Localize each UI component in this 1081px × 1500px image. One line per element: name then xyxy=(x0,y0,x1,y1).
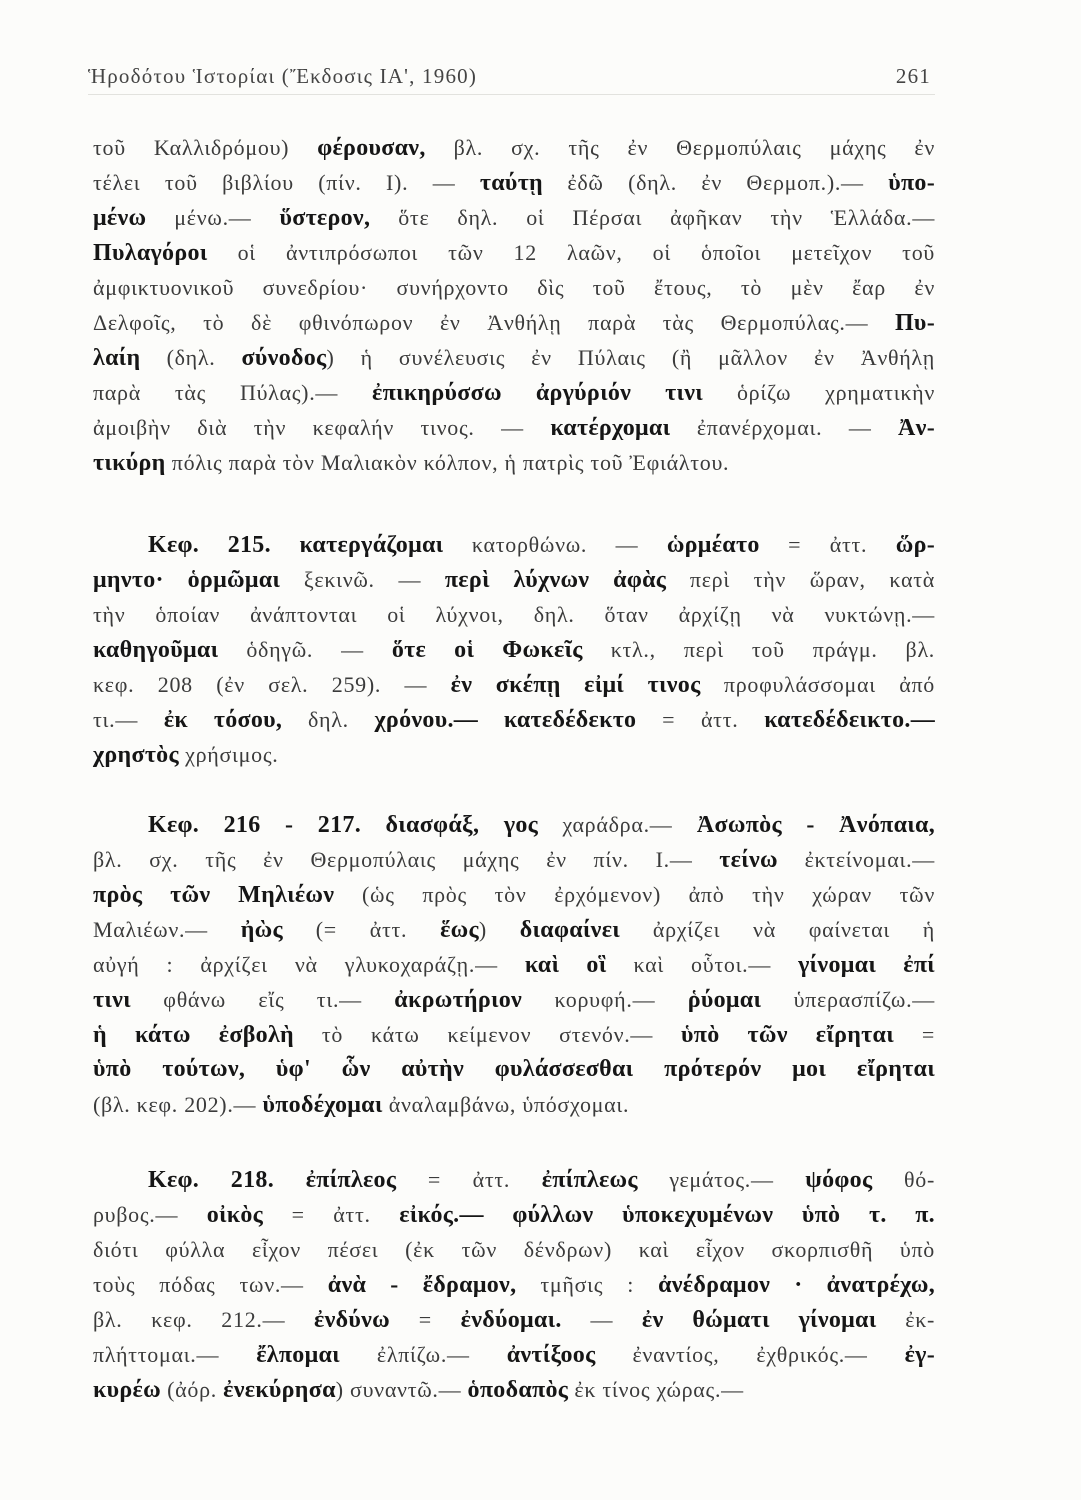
lemma-term: ὑπο- xyxy=(888,170,936,196)
lemma-term: ῥύομαι xyxy=(687,987,762,1013)
gloss-text: βλ. κεφ. 212.— xyxy=(93,1307,315,1332)
gloss-text: = xyxy=(390,1307,461,1332)
page-number: 261 xyxy=(895,64,931,88)
gloss-text: οἱ ἀντιπρόσωποι τῶν 12 λαῶν, οἱ ὁποῖοι μετεῖχον τοῦ xyxy=(207,240,935,265)
gloss-text: τμῆσις : xyxy=(516,1272,659,1297)
text-line xyxy=(93,1267,935,1302)
lemma-term: τικύρη xyxy=(93,450,166,476)
gloss-text: (= ἀττ. xyxy=(282,917,441,942)
gloss-text: (βλ. κεφ. 202).— xyxy=(93,1092,263,1117)
text-line xyxy=(93,632,935,667)
lemma-term: ἐνεκύρησα xyxy=(223,1377,336,1403)
text-line xyxy=(93,562,935,597)
gloss-text: κατορθώνω. — xyxy=(443,532,667,557)
lemma-term: εἰκός.— φύλλων ὑποκεχυμένων ὑπὸ τ. π. xyxy=(399,1202,935,1228)
lemma-term: Κεφ. 218. ἐπίπλεος xyxy=(148,1167,397,1193)
lemma-term: ἐκ τόσου, xyxy=(163,707,283,733)
gloss-text: = ἀττ. xyxy=(263,1202,400,1227)
gloss-text: ρυβος.— xyxy=(93,1202,207,1227)
gloss-text: διότι φύλλα εἶχον πέσει (ἐκ τῶν δένδρων) καὶ εἶχον σκορπισθῆ ὑπὸ xyxy=(93,1237,935,1262)
commentary-paragraph-ch218 xyxy=(93,1162,935,1407)
text-line xyxy=(93,877,935,912)
lemma-term: ἀντίξοος xyxy=(506,1342,596,1368)
gloss-text: τέλει τοῦ βιβλίου (πίν. Ι). — xyxy=(93,170,480,195)
gloss-text: τοὺς πόδας των.— xyxy=(93,1272,328,1297)
gloss-text: ἐλπίζω.— xyxy=(339,1342,507,1367)
lemma-term: ἀνέδραμον · ἀνατρέχω, xyxy=(658,1272,935,1298)
text-line xyxy=(93,1232,935,1267)
gloss-text: γεμάτος.— xyxy=(637,1167,806,1192)
text-line xyxy=(93,807,935,842)
gloss-text: χρήσιμος. xyxy=(178,742,279,767)
lemma-term: ὁποδαπὸς xyxy=(467,1377,569,1403)
commentary-paragraph-ch215 xyxy=(93,527,935,772)
text-line xyxy=(93,1372,935,1407)
gloss-text: κεφ. 208 (ἐν σελ. 259). — xyxy=(93,672,451,697)
lemma-term: Πυ- xyxy=(894,310,935,336)
lemma-term: κυρέω xyxy=(93,1377,161,1403)
gloss-text: = ἀττ. xyxy=(396,1167,542,1192)
lemma-term: ἡ κάτω ἐσβολὴ xyxy=(93,1022,294,1048)
lemma-term: διαφαίνει xyxy=(519,917,621,943)
gloss-text: αὐγή : ἀρχίζει νὰ γλυκοχαράζῃ.— xyxy=(93,952,525,977)
text-line xyxy=(93,527,935,562)
lemma-term: κατέρχομαι xyxy=(550,415,671,441)
gloss-text: χαράδρα.— xyxy=(538,812,697,837)
lemma-term: ὑποδέχομαι xyxy=(262,1092,383,1118)
gloss-text: ξεκινῶ. — xyxy=(280,567,445,592)
text-line xyxy=(93,200,935,235)
gloss-text: θό- xyxy=(872,1167,935,1192)
text-line xyxy=(93,305,935,340)
lemma-term: ἔλπομαι xyxy=(256,1342,340,1368)
lemma-term: ψόφος xyxy=(805,1167,873,1193)
text-line xyxy=(93,445,935,480)
text-line xyxy=(93,1197,935,1232)
lemma-term: ὑπὸ τῶν εἴρηται xyxy=(681,1022,894,1048)
gloss-text: ἀμοιβὴν διὰ τὴν κεφαλήν τινος. — xyxy=(93,415,551,440)
lemma-term: μένω xyxy=(93,205,147,231)
running-header xyxy=(88,60,935,95)
text-line xyxy=(93,947,935,982)
gloss-text: φθάνω εἴς τι.— xyxy=(130,987,395,1012)
text-line xyxy=(93,1017,935,1052)
text-line xyxy=(93,1052,935,1087)
gloss-text: τὴν ὁποίαν ἀνάπτονται οἱ λύχνοι, δηλ. ὅταν ἀρχίζῃ νὰ νυκτώνῃ.— xyxy=(93,602,935,627)
gloss-text: προφυλάσσομαι ἀπό xyxy=(700,672,936,697)
gloss-text: (ἀόρ. xyxy=(160,1377,224,1402)
lemma-term: ἐν θώματι γίνομαι xyxy=(641,1307,877,1333)
gloss-text: τι.— xyxy=(93,707,164,732)
lemma-term: τινι xyxy=(93,987,131,1013)
gloss-text: κορυφή.— xyxy=(522,987,688,1012)
lemma-term: Κεφ. 216 - 217. διασφάξ, γος xyxy=(148,812,539,838)
gloss-text: ἐκ- xyxy=(876,1307,936,1332)
gloss-text: ἐκτείνομαι.— xyxy=(777,847,935,872)
gloss-text: πλήττομαι.— xyxy=(93,1342,257,1367)
lemma-term: μηντο· ὁρμῶμαι xyxy=(93,567,281,593)
gloss-text: ἀμφικτυονικοῦ συνεδρίου· συνήρχοντο δὶς τοῦ ἔτους, τὸ μὲν ἔαρ ἐν xyxy=(93,275,935,300)
lemma-term: λαίη xyxy=(93,345,141,371)
commentary-paragraph-continuation xyxy=(93,130,935,480)
lemma-term: σύνοδος xyxy=(241,345,327,371)
gloss-text: μένω.— xyxy=(146,205,280,230)
gloss-text: καὶ οὗτοι.— xyxy=(606,952,799,977)
text-line xyxy=(93,1162,935,1197)
gloss-text: ἀναλαμβάνω, ὑπόσχομαι. xyxy=(382,1092,630,1117)
lemma-term: ὅτε οἱ Φωκεῖς xyxy=(391,637,583,663)
lemma-term: ὕστερον, xyxy=(279,205,371,231)
lemma-term: ἀκρωτήριον xyxy=(394,987,523,1013)
text-line xyxy=(93,235,935,270)
text-line xyxy=(93,667,935,702)
gloss-text: παρὰ τὰς Πύλας).— xyxy=(93,380,373,405)
lemma-term: καὶ οἳ xyxy=(524,952,607,978)
gloss-text: — xyxy=(561,1307,642,1332)
gloss-text: ὁρίζω χρηματικὴν xyxy=(703,380,935,405)
text-line xyxy=(93,1087,935,1122)
lemma-term: καθηγοῦμαι xyxy=(93,637,219,663)
gloss-text: Δελφοῖς, τὸ δὲ φθινόπωρον ἐν Ἀνθήλῃ παρὰ τὰς Θερμοπύλας.— xyxy=(93,310,895,335)
lemma-term: ὑπὸ τούτων, ὑφ' ὧν αὐτὴν φυλάσσεσθαι πρότερόν μοι εἴρηται xyxy=(93,1056,935,1082)
gloss-text: ) xyxy=(478,917,520,942)
text-line xyxy=(93,375,935,410)
text-line xyxy=(93,912,935,947)
gloss-text: = ἀττ. xyxy=(759,532,896,557)
lemma-term: ἐνδύνω xyxy=(314,1307,391,1333)
text-line xyxy=(93,982,935,1017)
text-line xyxy=(93,340,935,375)
gloss-text: ) συναντῶ.— xyxy=(335,1377,468,1402)
gloss-text: κτλ., περὶ τοῦ πράγμ. βλ. xyxy=(582,637,936,662)
text-line xyxy=(93,1302,935,1337)
lemma-term: ἠὼς xyxy=(240,917,283,943)
lemma-term: οἰκὸς xyxy=(206,1202,264,1228)
running-title: Ἡροδότου Ἱστορίαι (Ἔκδοσις ΙΑ', 1960) xyxy=(88,64,478,88)
text-line xyxy=(93,737,935,772)
gloss-text: (ὡς πρὸς τὸν ἐρχόμενον) ἀπὸ τὴν χώραν τῶν xyxy=(334,882,935,907)
lemma-term: ἐγ- xyxy=(904,1342,935,1368)
gloss-text: ὁδηγῶ. — xyxy=(218,637,392,662)
lemma-term: περὶ λύχνων ἀφὰς xyxy=(444,567,667,593)
gloss-text: πόλις παρὰ τὸν Μαλιακὸν κόλπον, ἡ πατρὶς τοῦ Ἐφιάλτου. xyxy=(165,450,730,475)
text-line xyxy=(93,410,935,445)
gloss-text: ἐκ τίνος χώρας.— xyxy=(568,1377,744,1402)
gloss-text: περὶ τὴν ὥραν, κατὰ xyxy=(666,567,935,592)
gloss-text: ἐδῶ (δηλ. ἐν Θερμοπ.).— xyxy=(542,170,889,195)
text-line xyxy=(93,270,935,305)
lemma-term: Ἀσωπὸς - Ἀνόπαια, xyxy=(696,812,936,838)
gloss-text: δηλ. xyxy=(282,707,375,732)
lemma-term: ὥρ- xyxy=(895,532,936,558)
lemma-term: ταύτῃ xyxy=(479,170,543,196)
gloss-text: βλ. σχ. τῆς ἐν Θερμοπύλαις μάχης ἐν πίν. Ι.— xyxy=(93,847,720,872)
text-line xyxy=(93,702,935,737)
gloss-text: ἐπανέρχομαι. — xyxy=(670,415,899,440)
gloss-text: Μαλιέων.— xyxy=(93,917,241,942)
gloss-text: (δηλ. xyxy=(140,345,242,370)
gloss-text: ἐναντίος, ἐχθρικός.— xyxy=(595,1342,905,1367)
lemma-term: ὡρμέατο xyxy=(666,532,760,558)
lemma-term: τείνω xyxy=(719,847,778,873)
gloss-text: ὅτε δηλ. οἱ Πέρσαι ἀφῆκαν τὴν Ἑλλάδα.— xyxy=(370,205,936,230)
gloss-text: ἀρχίζει νὰ φαίνεται ἡ xyxy=(620,917,936,942)
lemma-term: ἀνὰ - ἔδραμον, xyxy=(327,1272,517,1298)
text-line xyxy=(93,597,935,632)
commentary-paragraph-ch216-217 xyxy=(93,807,935,1122)
lemma-term: πρὸς τῶν Μηλιέων xyxy=(93,882,335,908)
lemma-term: γίνομαι ἐπί xyxy=(798,952,936,978)
lemma-term: Κεφ. 215. κατεργάζομαι xyxy=(148,532,444,558)
text-line xyxy=(93,842,935,877)
gloss-text: ) ἡ συνέλευσις ἐν Πύλαις (ἢ μᾶλλον ἐν Ἀνθήλῃ xyxy=(326,345,935,370)
lemma-term: Πυλαγόροι xyxy=(93,240,208,266)
lemma-term: ἕως xyxy=(440,917,479,943)
lemma-term: φέρουσαν, xyxy=(317,135,426,161)
lemma-term: Ἀν- xyxy=(898,415,935,441)
lemma-term: ἐνδύομαι. xyxy=(460,1307,562,1333)
lemma-term: χρηστὸς xyxy=(93,742,179,768)
text-line xyxy=(93,1337,935,1372)
lemma-term: ἐν σκέπῃ εἰμί τινος xyxy=(450,672,701,698)
lemma-term: ἐπικηρύσσω ἀργύριόν τινι xyxy=(372,380,704,406)
gloss-text: βλ. σχ. τῆς ἐν Θερμοπύλαις μάχης ἐν xyxy=(425,135,936,160)
lemma-term: χρόνου.— κατεδέδεκτο xyxy=(374,707,637,733)
text-line xyxy=(93,130,935,165)
lemma-term: κατεδέδεικτο.— xyxy=(764,707,936,733)
text-line xyxy=(93,165,935,200)
lemma-term: ἐπίπλεως xyxy=(541,1167,638,1193)
gloss-text: ὑπερασπίζω.— xyxy=(761,987,935,1012)
gloss-text: = ἀττ. xyxy=(636,707,765,732)
gloss-text: τοῦ Καλλιδρόμου) xyxy=(93,135,318,160)
gloss-text: τὸ κάτω κείμενον στενόν.— xyxy=(293,1022,682,1047)
gloss-text: = xyxy=(893,1022,935,1047)
